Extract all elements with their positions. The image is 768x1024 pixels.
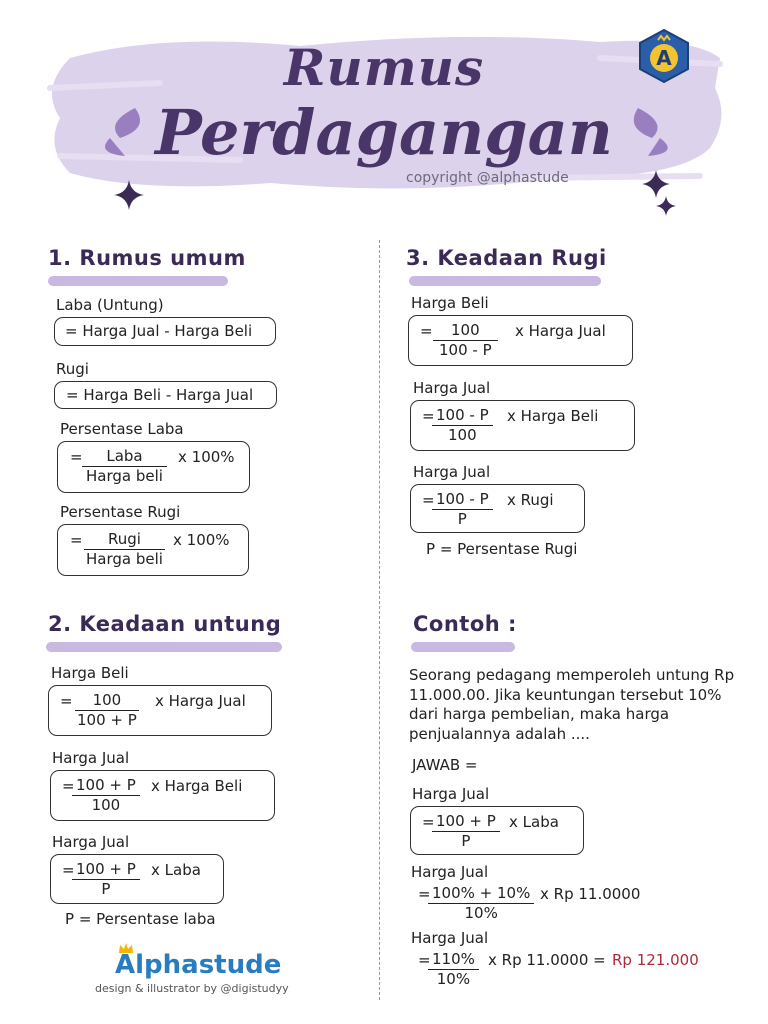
equals-sign: = xyxy=(420,322,433,340)
step1-box xyxy=(410,806,584,855)
step1-label: Harga Jual xyxy=(412,785,490,803)
copyright-text: copyright @alphastude xyxy=(406,170,569,186)
multiplier: x Harga Beli xyxy=(151,777,243,795)
rugi-note: P = Persentase Rugi xyxy=(426,540,578,558)
fraction-denominator: 10% xyxy=(436,970,471,988)
equals-sign: = xyxy=(422,407,435,425)
equals-sign: = xyxy=(60,692,73,710)
title-line-1: Rumus xyxy=(283,38,485,97)
persentase-laba-fraction xyxy=(82,447,167,486)
persentase-rugi-label: Persentase Rugi xyxy=(60,503,181,521)
equals-sign: = xyxy=(62,777,75,795)
multiplier: x Rugi xyxy=(507,491,554,509)
rugi-harga-jual-rugi-label: Harga Jual xyxy=(413,463,491,481)
fraction-numerator: 100 xyxy=(75,691,140,711)
multiplier: x 100% xyxy=(178,448,235,466)
multiplier: x Laba xyxy=(509,813,559,831)
rugi-formula: = Harga Beli - Harga Jual xyxy=(66,386,254,404)
equals-sign: = xyxy=(422,813,435,831)
sparkle-icon xyxy=(114,180,144,210)
step1-fraction xyxy=(432,812,500,851)
untung-harga-beli-fraction xyxy=(73,691,141,730)
alphastude-logo-icon xyxy=(636,28,692,84)
section-1-underline xyxy=(48,276,228,286)
equals-sign: = xyxy=(70,448,83,466)
rugi-harga-jual-rugi-fraction xyxy=(432,490,493,529)
persentase-laba-box xyxy=(57,441,250,493)
equals-sign: = xyxy=(70,531,83,549)
step3-fraction xyxy=(428,950,479,989)
equals-sign: = xyxy=(422,491,435,509)
rugi-harga-jual-fraction xyxy=(432,406,493,445)
contoh-title: Contoh : xyxy=(413,612,517,636)
rugi-label: Rugi xyxy=(56,360,89,378)
section-2-underline xyxy=(46,642,282,652)
multiplier: x Harga Jual xyxy=(515,322,606,340)
multiplier: x Harga Jual xyxy=(155,692,246,710)
fraction-numerator: 100% + 10% xyxy=(428,884,534,904)
fraction-numerator: 100 xyxy=(433,321,498,341)
laba-formula: = Harga Jual - Harga Beli xyxy=(65,322,253,340)
fraction-numerator: Laba xyxy=(82,447,166,467)
multiplier: x Rp 11.0000 = xyxy=(488,951,606,969)
fraction-numerator: 100 - P xyxy=(432,406,493,426)
equals-sign: = xyxy=(62,861,75,879)
logo-letter: A xyxy=(656,46,672,70)
equals-sign: = xyxy=(418,885,431,903)
laba-label: Laba (Untung) xyxy=(56,296,164,314)
persentase-laba-label: Persentase Laba xyxy=(60,420,184,438)
fraction-denominator: P xyxy=(457,510,467,528)
untung-harga-jual-laba-fraction xyxy=(72,860,140,899)
multiplier: x Rp 11.0000 xyxy=(540,885,641,903)
fraction-denominator: 100 xyxy=(91,796,121,814)
fraction-numerator: Rugi xyxy=(84,530,165,550)
sparkle-icon xyxy=(642,170,670,198)
fraction-numerator: 100 + P xyxy=(72,776,140,796)
untung-harga-jual-box xyxy=(50,770,275,821)
contoh-paragraph: Seorang pedagang memperoleh untung Rp 11.000.00. Jika keuntungan tersebut 10% dari harga pembelian, maka harga penjualannya adalah .... xyxy=(409,666,735,743)
fraction-denominator: 100 + P xyxy=(77,711,137,729)
fraction-denominator: 100 xyxy=(447,426,477,444)
equals-sign: = xyxy=(418,951,431,969)
step3-label: Harga Jual xyxy=(411,929,489,947)
sparkle-small-icon xyxy=(656,196,676,216)
fraction-denominator: 100 - P xyxy=(439,341,492,359)
jawab-label: JAWAB = xyxy=(412,756,478,774)
step2-label: Harga Jual xyxy=(411,863,489,881)
multiplier: x Harga Beli xyxy=(507,407,599,425)
untung-harga-beli-box xyxy=(48,685,272,736)
untung-harga-jual-laba-box xyxy=(50,854,224,904)
rugi-harga-beli-fraction xyxy=(433,321,498,360)
untung-harga-beli-label: Harga Beli xyxy=(51,664,129,682)
fraction-numerator: 100 + P xyxy=(432,812,500,832)
rugi-harga-jual-label: Harga Jual xyxy=(413,379,491,397)
fraction-numerator: 110% xyxy=(428,950,479,970)
fraction-denominator: P xyxy=(101,880,111,898)
final-result: Rp 121.000 xyxy=(612,951,699,969)
rugi-harga-jual-rugi-box xyxy=(410,484,585,533)
persentase-rugi-box xyxy=(57,524,249,576)
persentase-rugi-fraction xyxy=(82,530,167,569)
untung-harga-jual-label: Harga Jual xyxy=(52,749,130,767)
brand-credit: design & illustrator by @digistudyy xyxy=(95,982,289,995)
untung-harga-jual-laba-label: Harga Jual xyxy=(52,833,130,851)
rugi-harga-beli-label: Harga Beli xyxy=(411,294,489,312)
title-line-2: Perdagangan xyxy=(155,96,613,169)
rugi-formula-box xyxy=(54,381,277,409)
section-2-title: 2. Keadaan untung xyxy=(48,612,282,636)
brand-name: Alphastude xyxy=(115,950,282,980)
section-3-underline xyxy=(409,276,601,286)
column-divider xyxy=(379,240,380,1000)
untung-harga-jual-fraction xyxy=(72,776,140,815)
section-1-title: 1. Rumus umum xyxy=(48,246,246,270)
untung-note: P = Persentase laba xyxy=(65,910,216,928)
fraction-denominator: P xyxy=(461,832,471,850)
fraction-denominator: Harga beli xyxy=(86,550,163,568)
fraction-denominator: Harga beli xyxy=(86,467,163,485)
contoh-underline xyxy=(411,642,515,652)
section-3-title: 3. Keadaan Rugi xyxy=(406,246,607,270)
multiplier: x Laba xyxy=(151,861,201,879)
multiplier: x 100% xyxy=(173,531,230,549)
rugi-harga-beli-box xyxy=(408,315,633,366)
fraction-denominator: 10% xyxy=(464,904,498,922)
fraction-numerator: 100 - P xyxy=(432,490,493,510)
step2-fraction xyxy=(428,884,534,923)
laba-formula-box xyxy=(54,317,276,346)
rugi-harga-jual-box xyxy=(410,400,635,451)
fraction-numerator: 100 + P xyxy=(72,860,140,880)
